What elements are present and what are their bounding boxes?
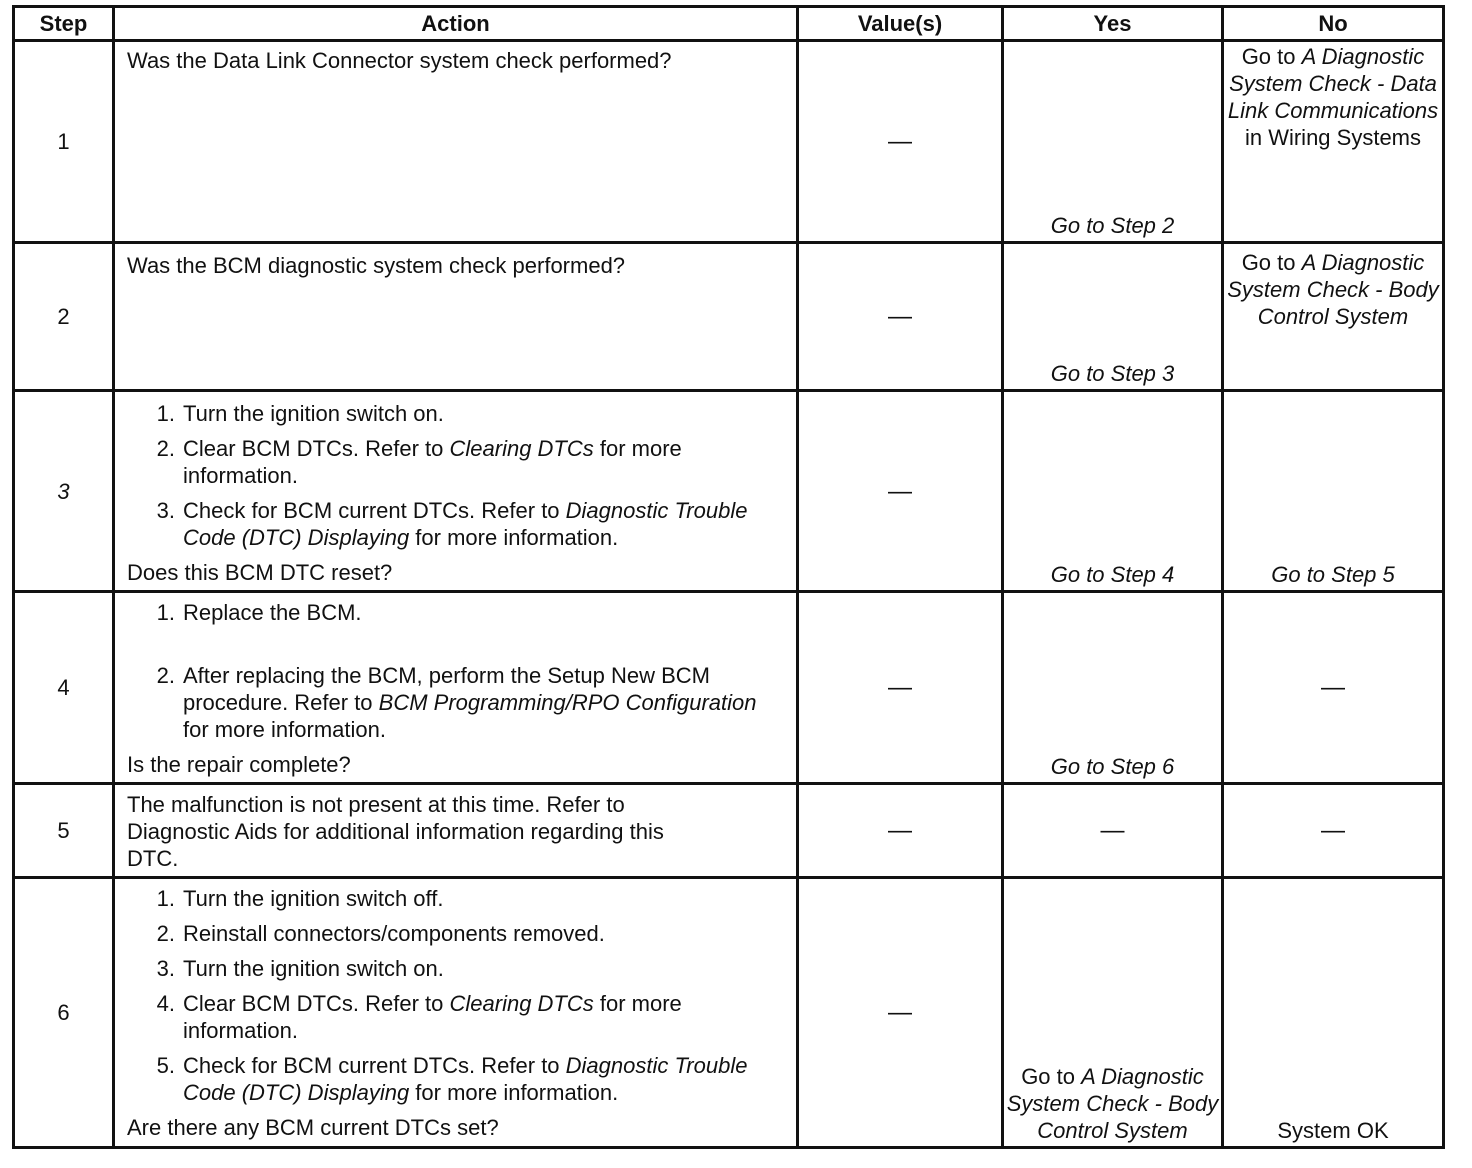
action-text: Was the BCM diagnostic system check performed?: [127, 253, 626, 278]
no-cell: —: [1223, 784, 1444, 878]
step-number: 5: [14, 784, 114, 878]
reference-link[interactable]: BCM Programming/RPO Configuration: [378, 690, 757, 715]
list-item: 3. Turn the ignition switch on.: [156, 956, 444, 981]
list-item: 1. Turn the ignition switch off.: [156, 886, 444, 911]
no-link[interactable]: Go to Step 5: [1271, 562, 1395, 587]
yes-link[interactable]: Go to Step 4: [1050, 562, 1175, 587]
yes-cell: [1003, 243, 1223, 391]
yes-cell: —: [1003, 784, 1223, 878]
header-yes: Yes: [1003, 7, 1223, 41]
action-question: Are there any BCM current DTCs set?: [127, 1115, 499, 1140]
action-cell: [114, 878, 798, 1148]
action-cell: [114, 592, 798, 784]
value-cell: —: [798, 878, 1003, 1148]
action-question: Is the repair complete?: [127, 752, 351, 777]
no-cell: [1223, 391, 1444, 592]
no-cell: —: [1223, 592, 1444, 784]
step-number: 1: [14, 41, 114, 243]
diagnostic-table: [12, 5, 1445, 1149]
no-cell: [1223, 243, 1444, 391]
reference-link[interactable]: Diagnostic Trouble Code (DTC) Displaying: [183, 1053, 748, 1105]
value-cell: —: [798, 41, 1003, 243]
list-item: 5. Check for BCM current DTCs. Refer to Diagnostic Trouble Code (DTC) Displaying for more information.: [156, 1053, 748, 1105]
no-prefix: Go to: [1241, 250, 1302, 275]
yes-link[interactable]: Go to Step 6: [1050, 754, 1175, 779]
table-row: [14, 41, 1444, 243]
action-steps: [127, 400, 784, 559]
list-item: 2. After replacing the BCM, perform the Setup New BCM procedure. Refer to BCM Programming/RPO Configuration for more information.: [156, 663, 757, 742]
step-number: 3: [14, 391, 114, 592]
no-suffix: in Wiring Systems: [1244, 125, 1422, 150]
list-item: 1. Replace the BCM.: [156, 600, 362, 625]
no-link[interactable]: A Diagnostic System Check - Body Control System: [1227, 250, 1439, 329]
header-step: Step: [14, 7, 114, 41]
value-cell: —: [798, 243, 1003, 391]
action-cell: [114, 41, 798, 243]
reference-link[interactable]: Diagnostic Trouble Code (DTC) Displaying: [183, 498, 748, 550]
table-row: [14, 878, 1444, 1148]
no-prefix: Go to: [1241, 44, 1302, 69]
value-cell: —: [798, 592, 1003, 784]
action-question: Does this BCM DTC reset?: [127, 560, 393, 585]
action-text: The malfunction is not present at this time. Refer to Diagnostic Aids for additional information regarding this DTC.: [127, 792, 664, 871]
action-cell: [114, 391, 798, 592]
action-cell: [114, 243, 798, 391]
list-item: 3. Check for BCM current DTCs. Refer to Diagnostic Trouble Code (DTC) Displaying for more information.: [156, 498, 748, 550]
step-number: 4: [14, 592, 114, 784]
table-row: [14, 391, 1444, 592]
header-no: No: [1223, 7, 1444, 41]
header-values: Value(s): [798, 7, 1003, 41]
yes-cell: [1003, 41, 1223, 243]
yes-cell: [1003, 391, 1223, 592]
table-row: [14, 592, 1444, 784]
yes-prefix: Go to: [1021, 1064, 1082, 1089]
list-item: 2. Clear BCM DTCs. Refer to Clearing DTCs for more information.: [156, 436, 682, 488]
value-cell: —: [798, 391, 1003, 592]
yes-cell: [1003, 592, 1223, 784]
header-row: [14, 7, 1444, 41]
list-item: 2. Reinstall connectors/components removed.: [156, 921, 605, 946]
action-text: Was the Data Link Connector system check performed?: [127, 48, 672, 73]
yes-link[interactable]: A Diagnostic System Check - Body Control System: [1006, 1064, 1219, 1143]
header-action: Action: [114, 7, 798, 41]
list-item: 4. Clear BCM DTCs. Refer to Clearing DTCs for more information.: [156, 991, 682, 1043]
no-cell: [1223, 878, 1444, 1148]
no-link[interactable]: A Diagnostic System Check - Data Link Communications: [1227, 44, 1439, 123]
table-row: [14, 784, 1444, 878]
no-text: System OK: [1277, 1118, 1389, 1143]
yes-link[interactable]: Go to Step 2: [1050, 213, 1175, 238]
step-number: 6: [14, 878, 114, 1148]
yes-cell: [1003, 878, 1223, 1148]
value-cell: —: [798, 784, 1003, 878]
yes-link[interactable]: Go to Step 3: [1050, 361, 1175, 386]
action-cell: [114, 784, 798, 878]
action-steps: [127, 599, 784, 751]
no-cell: [1223, 41, 1444, 243]
step-number: 2: [14, 243, 114, 391]
list-item: 1. Turn the ignition switch on.: [156, 401, 444, 426]
action-steps: [127, 885, 784, 1114]
reference-link[interactable]: Clearing DTCs: [449, 991, 594, 1016]
reference-link[interactable]: Clearing DTCs: [449, 436, 594, 461]
table-row: [14, 243, 1444, 391]
